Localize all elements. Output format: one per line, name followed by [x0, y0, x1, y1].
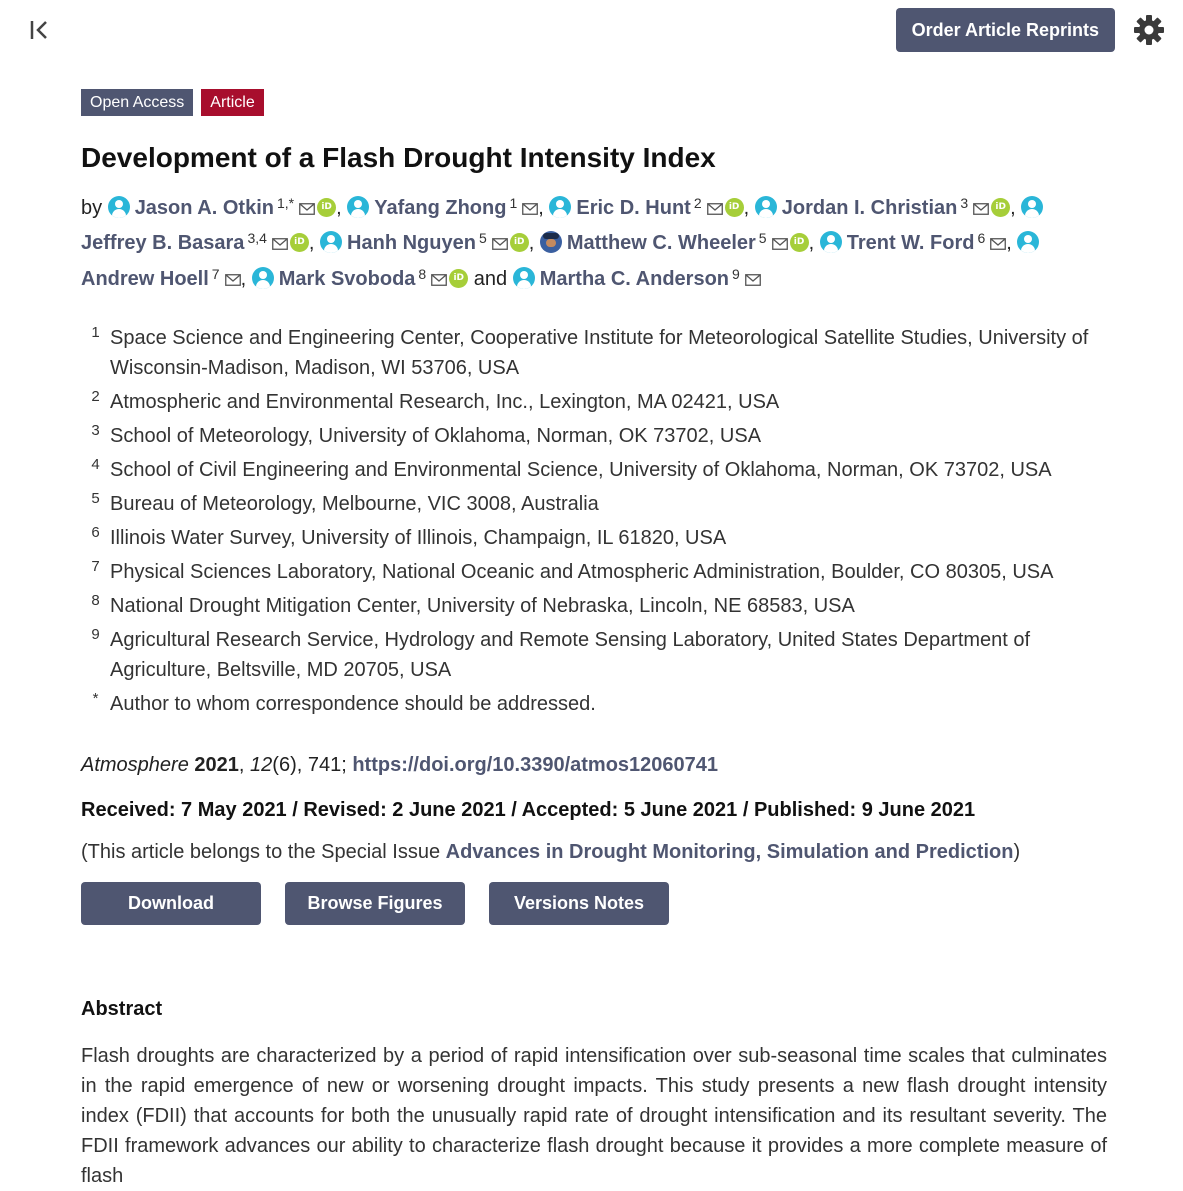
author-link[interactable]: Jason A. Otkin	[134, 196, 274, 219]
article-content	[81, 89, 1107, 1191]
author-affil-sup: 7	[211, 265, 220, 282]
author-link[interactable]: Matthew C. Wheeler	[566, 232, 756, 255]
mail-icon[interactable]	[225, 266, 241, 296]
affiliation-text: School of Civil Engineering and Environmental Science, University of Oklahoma, Norman, OK 73702, USA	[110, 459, 1052, 482]
affiliation-text: Illinois Water Survey, University of Illinois, Champaign, IL 61820, USA	[110, 527, 727, 550]
affiliation-item	[81, 689, 1107, 719]
download-button[interactable]: Download	[81, 882, 261, 925]
author-link[interactable]: Yafang Zhong	[374, 196, 507, 219]
person-icon	[820, 231, 842, 253]
mail-icon[interactable]	[522, 195, 538, 225]
author-link[interactable]: Jordan I. Christian	[781, 196, 958, 219]
versions-notes-button[interactable]: Versions Notes	[489, 882, 669, 925]
affiliation-item	[81, 557, 1107, 587]
person-icon	[755, 196, 777, 218]
mail-icon[interactable]	[772, 230, 788, 260]
special-issue-prefix: (This article belongs to the Special Issue	[81, 841, 446, 864]
affiliation-item	[81, 591, 1107, 621]
orcid-icon[interactable]: iD	[725, 198, 744, 217]
affiliation-number: 5	[91, 490, 100, 508]
affiliation-item	[81, 421, 1107, 451]
browse-figures-button[interactable]: Browse Figures	[285, 882, 465, 925]
author-affil-sup: 8	[418, 265, 427, 282]
person-icon	[108, 196, 130, 218]
author-affil-sup: 9	[732, 265, 740, 282]
orcid-icon[interactable]: iD	[317, 198, 336, 217]
person-icon	[320, 231, 342, 253]
citation-year: 2021	[194, 754, 239, 777]
author-link[interactable]: Andrew Hoell	[81, 267, 209, 290]
affiliation-text: Physical Sciences Laboratory, National Oceanic and Atmospheric Administration, Boulder, CO 80305, USA	[110, 561, 1054, 584]
author-affil-sup: 1	[509, 194, 518, 211]
affiliation-text: National Drought Mitigation Center, University of Nebraska, Lincoln, NE 68583, USA	[110, 595, 855, 618]
author-affil-sup: 6	[977, 230, 986, 247]
citation: Atmosphere 2021, 12(6), 741; https://doi.org/10.3390/atmos12060741	[81, 754, 719, 777]
journal-name: Atmosphere	[81, 754, 189, 777]
article-badges	[81, 89, 1107, 116]
open-access-badge: Open Access	[81, 89, 193, 116]
affiliation-text: Author to whom correspondence should be addressed.	[110, 693, 596, 716]
citation-volume: 12	[250, 754, 273, 777]
mail-icon[interactable]	[299, 195, 315, 225]
author-affil-sup: 3,4	[247, 230, 267, 247]
doi-link[interactable]: https://doi.org/10.3390/atmos12060741	[352, 754, 719, 777]
affiliation-item	[81, 489, 1107, 519]
article-type-badge: Article	[201, 89, 263, 116]
affiliation-text: School of Meteorology, University of Oklahoma, Norman, OK 73702, USA	[110, 425, 762, 448]
special-issue-link[interactable]: Advances in Drought Monitoring, Simulation and Prediction	[445, 841, 1014, 864]
author-link[interactable]: Eric D. Hunt	[576, 196, 691, 219]
author-link[interactable]: Jeffrey B. Basara	[81, 232, 245, 255]
affiliation-item	[81, 323, 1107, 383]
affiliation-text: Agricultural Research Service, Hydrology and Remote Sensing Laboratory, United States Department of Agriculture, Beltsville, MD 20705, USA	[110, 629, 1031, 682]
person-icon	[513, 267, 535, 289]
mail-icon[interactable]	[707, 195, 723, 225]
person-icon	[252, 267, 274, 289]
affiliation-number: 2	[91, 388, 100, 406]
article-title: Development of a Flash Drought Intensity Index	[81, 142, 716, 173]
affiliation-text: Atmospheric and Environmental Research, Inc., Lexington, MA 02421, USA	[110, 391, 780, 414]
orcid-icon[interactable]: iD	[290, 233, 309, 252]
author-affil-sup: 5	[758, 230, 767, 247]
orcid-icon[interactable]: iD	[449, 269, 468, 288]
orcid-icon[interactable]: iD	[991, 198, 1010, 217]
mail-icon[interactable]	[973, 195, 989, 225]
author-affil-sup: 3	[960, 194, 969, 211]
affiliation-number: 3	[91, 422, 100, 440]
article-actions	[81, 882, 1107, 925]
publication-dates: Received: 7 May 2021 / Revised: 2 June 2021 / Accepted: 5 June 2021 / Published: 9 June 2021	[81, 799, 976, 822]
affiliation-item	[81, 387, 1107, 417]
person-icon	[1021, 196, 1043, 218]
affiliation-text: Space Science and Engineering Center, Cooperative Institute for Meteorological Satellite Studies, University of Wisconsin-Madison, Madison, WI 53706, USA	[110, 327, 1089, 380]
affiliation-number: 6	[91, 524, 100, 542]
mail-icon[interactable]	[492, 230, 508, 260]
collapse-sidebar-icon[interactable]	[24, 14, 56, 46]
affiliation-number: 1	[91, 324, 100, 342]
author-affil-sup: 1,*	[276, 194, 295, 211]
person-icon	[347, 196, 369, 218]
special-issue-note	[81, 841, 1107, 864]
mail-icon[interactable]	[272, 230, 288, 260]
and-label: and	[473, 267, 508, 290]
author-affil-sup: 5	[478, 230, 487, 247]
abstract-heading: Abstract	[81, 998, 163, 1021]
affiliation-number: 4	[91, 456, 100, 474]
citation-issue-pages: (6), 741;	[272, 754, 353, 777]
affiliation-number: 9	[91, 626, 100, 644]
affiliation-number: *	[92, 690, 99, 708]
gear-icon[interactable]	[1131, 12, 1167, 48]
affiliation-number: 8	[91, 592, 100, 610]
order-reprints-button[interactable]: Order Article Reprints	[896, 8, 1115, 52]
abstract-text: Flash droughts are characterized by a period of rapid intensification over sub-seasonal time scales that culminates in the rapid emergence of new or worsening drought impacts. This study presents a new flash drought intensity index (FDII) that accounts for both the unusually rapid rate of drought intensification and its resultant severity. The FDII framework advances our ability to characterize flash drought because it provides a more complete measure of flash	[81, 1045, 1107, 1188]
by-label: by	[81, 196, 103, 219]
special-issue-suffix: )	[1013, 841, 1021, 864]
mail-icon[interactable]	[431, 266, 447, 296]
mail-icon[interactable]	[745, 266, 761, 296]
author-link[interactable]: Trent W. Ford	[846, 232, 975, 255]
author-link[interactable]: Hanh Nguyen	[347, 232, 476, 255]
author-link[interactable]: Mark Svoboda	[278, 267, 416, 290]
affiliation-number: 7	[91, 558, 100, 576]
affiliation-list	[81, 323, 1107, 719]
author-photo-avatar	[540, 231, 562, 253]
orcid-icon[interactable]: iD	[790, 233, 809, 252]
author-list: by Jason A. Otkin $^{1,*}$ iD , Yafang Zhong $^1$ , Eric D. Hunt $^2$ iD , Jordan I. Christian $^3$ iD , Jeffrey B. Basara $^{3,4}$ iD , Hanh Nguyen $^5$ iD , Matthew C. Wheeler $^5$ iD , Trent W. Ford $^6$ , Andrew Hoell $^7$ , Mark Svoboda $^8$ iD and Martha C. Anderson $^9$	[81, 189, 1107, 296]
orcid-icon[interactable]: iD	[510, 233, 529, 252]
affiliation-text: Bureau of Meteorology, Melbourne, VIC 3008, Australia	[110, 493, 599, 516]
person-icon	[549, 196, 571, 218]
mail-icon[interactable]	[990, 230, 1006, 260]
author-link[interactable]: Martha C. Anderson	[539, 267, 729, 290]
affiliation-item	[81, 523, 1107, 553]
affiliation-item	[81, 625, 1107, 685]
affiliation-item	[81, 455, 1107, 485]
author-affil-sup: 2	[693, 194, 702, 211]
person-icon	[1017, 231, 1039, 253]
